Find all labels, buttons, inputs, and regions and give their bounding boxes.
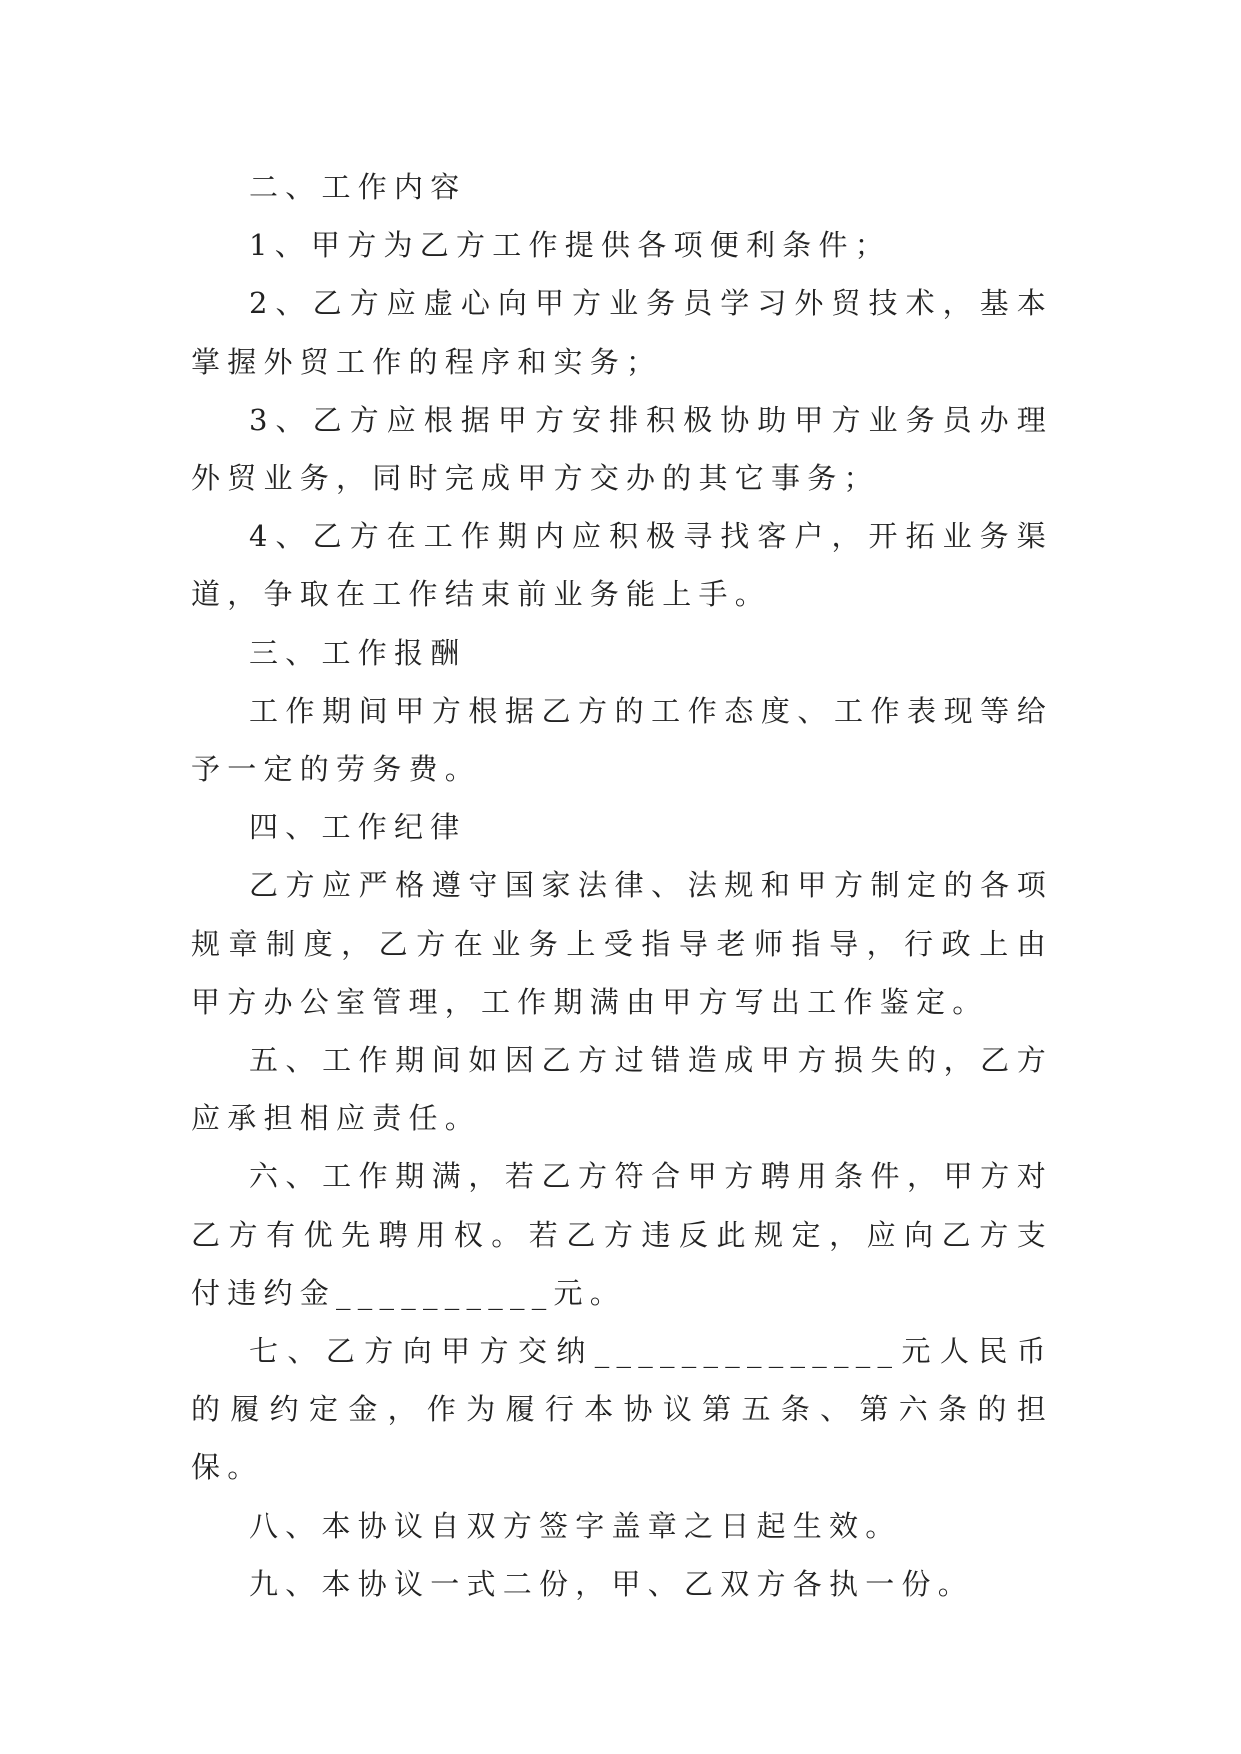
section-heading-work-pay: 三、工作报酬	[249, 635, 467, 670]
clause-3: 3、乙方应根据甲方安排积极协助甲方业务员办理外贸业务，同时完成甲方交办的其它事务；	[191, 402, 1053, 496]
section-nine-copies: 九、本协议一式二份，甲、乙双方各执一份。	[249, 1566, 975, 1601]
section-eight-effective: 八、本协议自双方签字盖章之日起生效。	[249, 1508, 902, 1543]
paragraph-work-pay: 工作期间甲方根据乙方的工作态度、工作表现等给予一定的劳务费。	[191, 693, 1053, 787]
paragraph-work-discipline: 乙方应严格遵守国家法律、法规和甲方制定的各项规章制度，乙方在业务上受指导老师指导，行政上由甲方办公室管理，工作期满由甲方写出工作鉴定。	[191, 868, 1053, 1019]
clause-2: 2、乙方应虚心向甲方业务员学习外贸技术，基本掌握外贸工作的程序和实务；	[191, 286, 1053, 379]
section-seven-deposit: 七、乙方向甲方交纳______________元人民币的履约定金，作为履行本协议第五条、第六条的担保。	[191, 1334, 1053, 1485]
clause-1: 1、甲方为乙方工作提供各项便利条件；	[249, 228, 891, 263]
clause-4: 4、乙方在工作期内应积极寻找客户，开拓业务渠道，争取在工作结束前业务能上手。	[191, 519, 1053, 612]
section-heading-work-discipline: 四、工作纪律	[249, 810, 467, 845]
section-heading-work-content: 二、工作内容	[249, 170, 467, 204]
section-six-hiring-priority: 六、工作期满，若乙方符合甲方聘用条件，甲方对乙方有优先聘用权。若乙方违反此规定，应向乙方支付违约金__________元。	[191, 1159, 1053, 1310]
document-body	[191, 158, 1053, 1613]
section-five-liability: 五、工作期间如因乙方过错造成甲方损失的，乙方应承担相应责任。	[191, 1043, 1053, 1136]
